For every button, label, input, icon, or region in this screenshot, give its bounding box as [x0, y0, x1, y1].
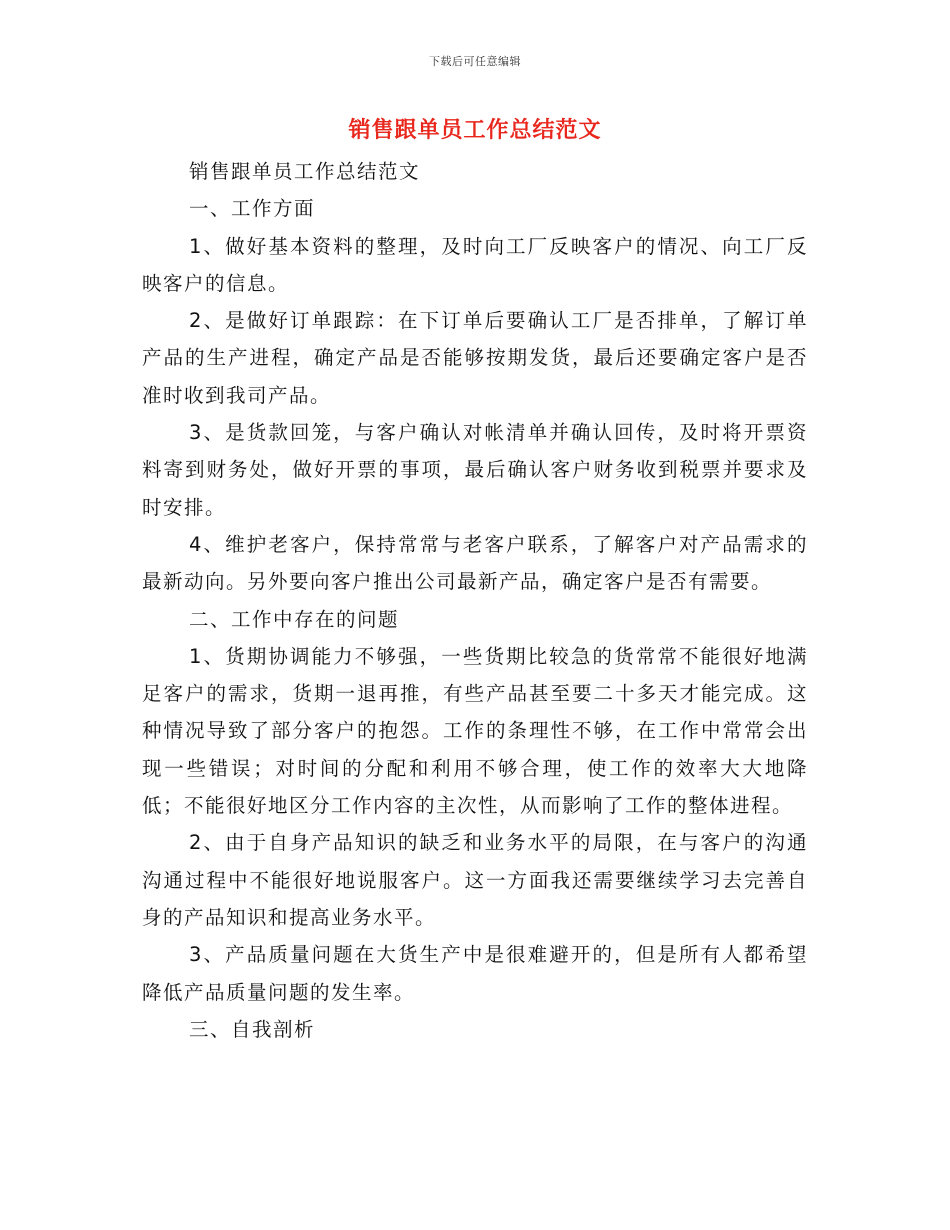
- paragraph: 2、是做好订单跟踪：在下订单后要确认工厂是否排单，了解订单产品的生产进程，确定产品是否能够按期发货，最后还要确定客户是否准时收到我司产品。: [142, 309, 808, 407]
- document-body: [142, 153, 808, 1048]
- paragraph-subtitle: 销售跟单员工作总结范文: [189, 160, 421, 183]
- section-heading-problems: 二、工作中存在的问题: [189, 607, 400, 631]
- document-title: 销售跟单员工作总结范文: [348, 118, 602, 143]
- paragraph: 1、做好基本资料的整理，及时向工厂反映客户的情况、向工厂反映客户的信息。: [142, 234, 808, 295]
- paragraph: 2、由于自身产品知识的缺乏和业务水平的局限，在与客户的沟通沟通过程中不能很好地说服客户。这一方面我还需要继续学习去完善自身的产品知识和提高业务水平。: [142, 831, 808, 929]
- header-note: 下载后可任意编辑: [429, 55, 521, 68]
- paragraph: 1、货期协调能力不够强，一些货期比较急的货常常不能很好地满足客户的需求，货期一退再推，有些产品甚至要二十多天才能完成。这种情况导致了部分客户的抱怨。工作的条理性不够，在工作中常常会出现一些错误；对时间的分配和利用不够合理，使工作的效率大大地降低；不能很好地区分工作内容的主次性，从而影响了工作的整体进程。: [142, 644, 808, 818]
- section-heading-self-analysis: 三、自我剖析: [189, 1017, 316, 1041]
- paragraph: 3、是货款回笼，与客户确认对帐清单并确认回传，及时将开票资料寄到财务处，做好开票的事项，最后确认客户财务收到税票并要求及时安排。: [142, 421, 808, 519]
- section-heading-work: 一、工作方面: [189, 197, 316, 221]
- paragraph: 3、产品质量问题在大货生产中是很难避开的，但是所有人都希望降低产品质量问题的发生率。: [142, 943, 808, 1004]
- paragraph: 4、维护老客户，保持常常与老客户联系，了解客户对产品需求的最新动向。另外要向客户推出公司最新产品，确定客户是否有需要。: [142, 532, 808, 594]
